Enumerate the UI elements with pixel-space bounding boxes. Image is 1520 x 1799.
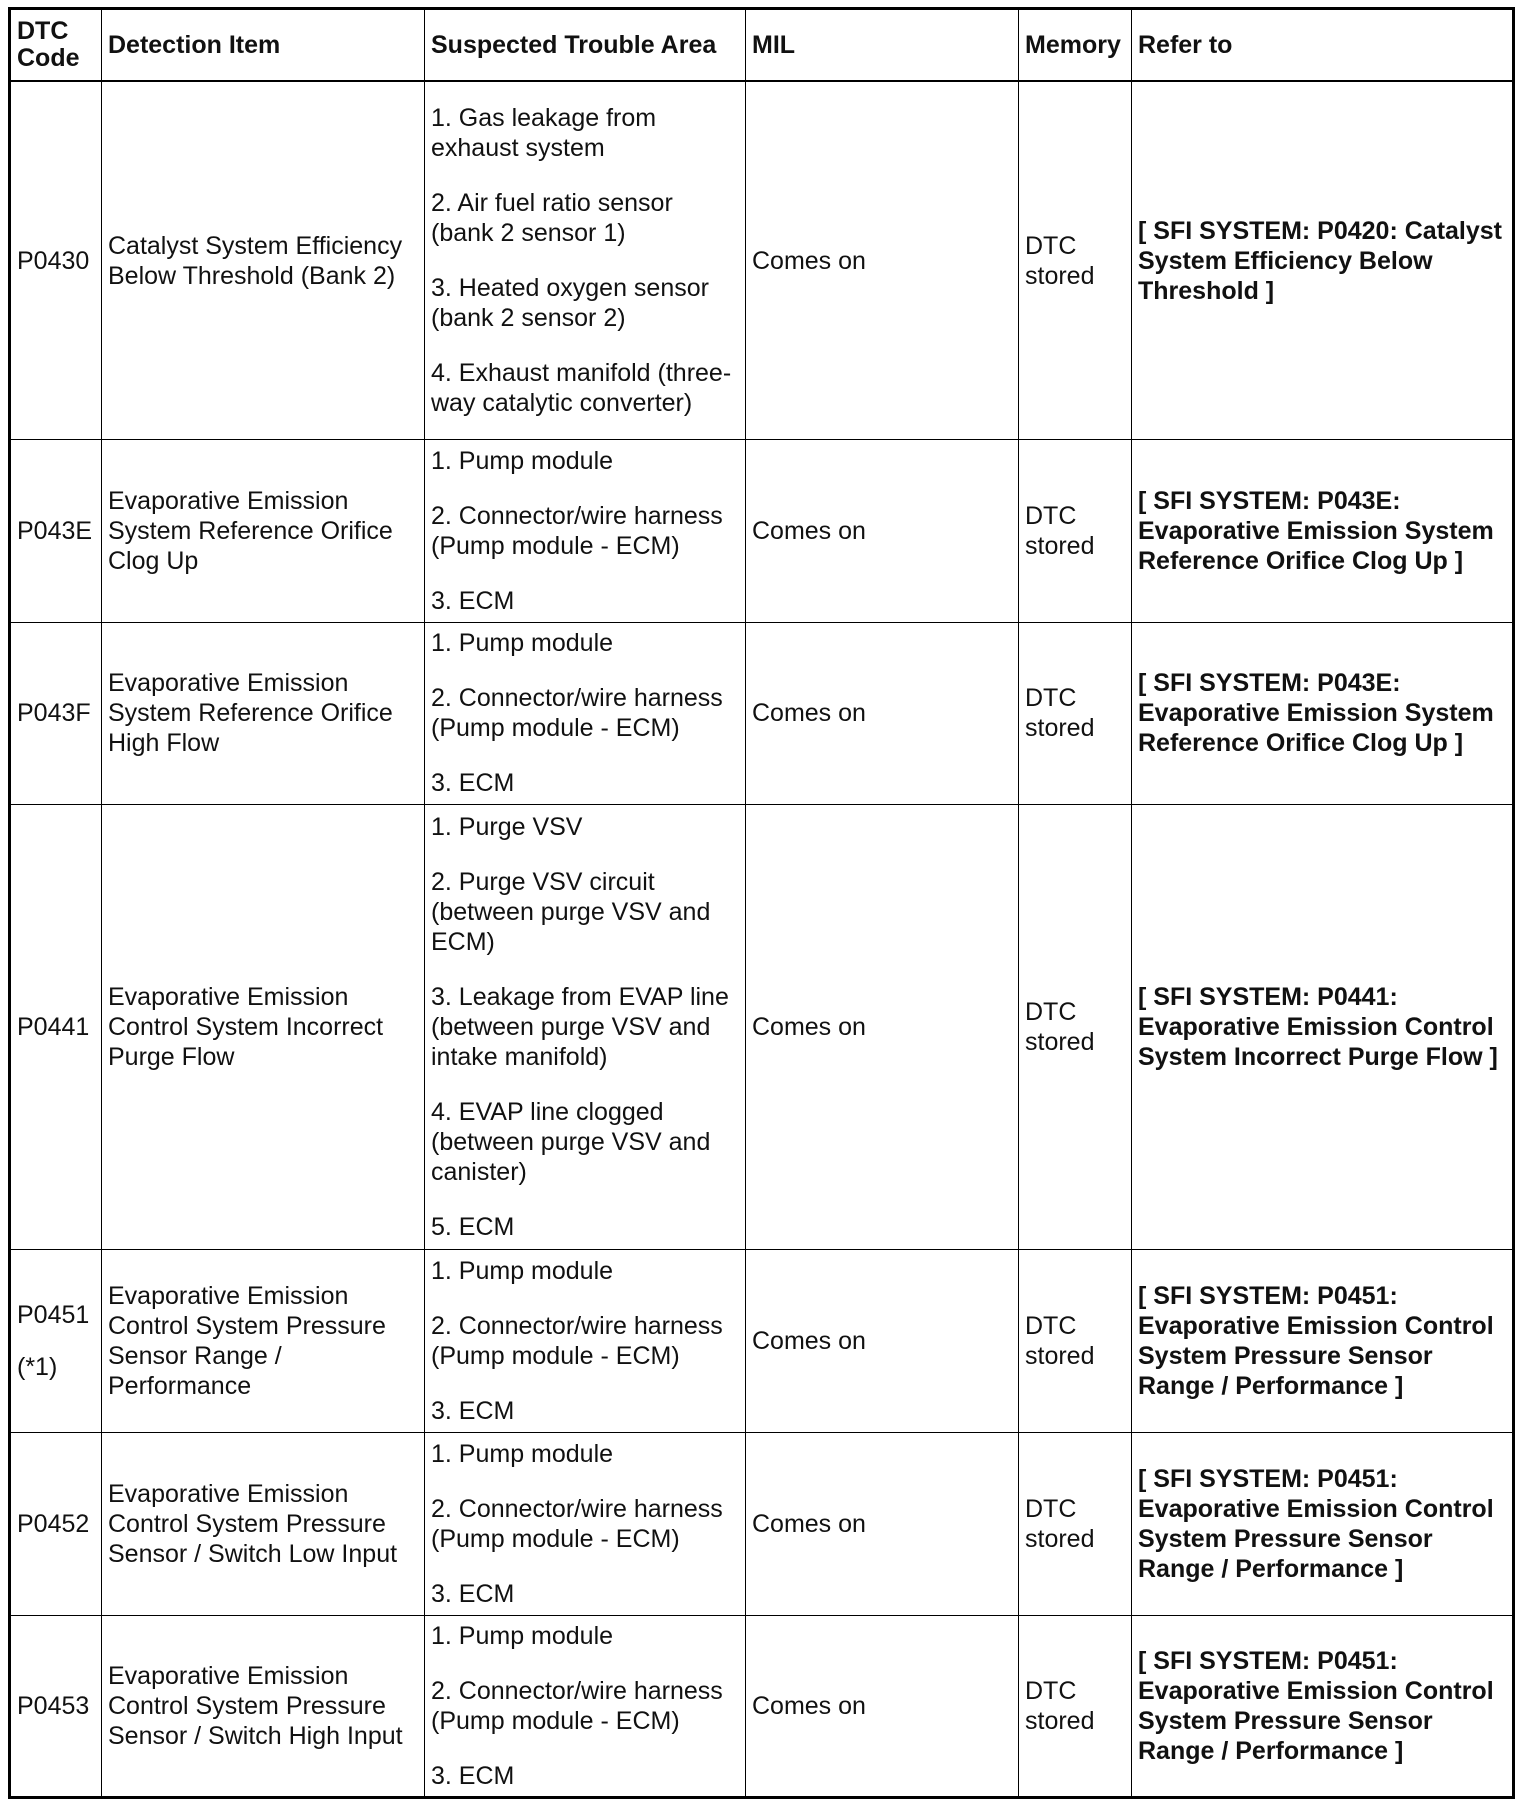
table-body [10, 81, 1514, 1798]
detection-item-cell: Evaporative Emission Control System Incorrect Purge Flow [102, 804, 425, 1249]
trouble-area-item: 3. ECM [431, 1579, 515, 1608]
header-refer-to: Refer to [1132, 9, 1514, 82]
table-row [10, 1433, 1514, 1615]
header-mil: MIL [746, 9, 1019, 82]
dtc-table [8, 7, 1515, 1799]
dtc-code: P0430 [17, 246, 90, 275]
trouble-area-item: 1. Pump module [431, 1439, 614, 1468]
trouble-area-item: 2. Air fuel ratio sensor (bank 2 sensor 1) [431, 189, 673, 248]
trouble-area-cell [425, 440, 746, 622]
dtc-code: P043F [17, 699, 91, 728]
trouble-area-cell [425, 1615, 746, 1797]
memory-cell: DTC stored [1019, 81, 1132, 440]
trouble-area-cell [425, 81, 746, 440]
dtc-code-cell [10, 1615, 102, 1797]
memory-cell: DTC stored [1019, 804, 1132, 1249]
trouble-area-item: 2. Connector/wire harness (Pump module - ECM) [431, 501, 723, 560]
table-row [10, 440, 1514, 622]
refer-to-link[interactable]: [ SFI SYSTEM: P0451: Evaporative Emission Control System Pressure Sensor Range / Performance ] [1132, 1615, 1514, 1797]
dtc-code: P0451 [17, 1301, 90, 1330]
refer-to-link[interactable]: [ SFI SYSTEM: P043E: Evaporative Emission System Reference Orifice Clog Up ] [1132, 440, 1514, 622]
dtc-code-cell [10, 622, 102, 804]
trouble-area-item: 3. Heated oxygen sensor (bank 2 sensor 2) [431, 274, 709, 333]
dtc-code-cell [10, 440, 102, 622]
table-row [10, 1249, 1514, 1432]
dtc-code: P0452 [17, 1509, 90, 1538]
detection-item-cell: Evaporative Emission System Reference Orifice Clog Up [102, 440, 425, 622]
header-row [10, 9, 1514, 82]
table-row [10, 622, 1514, 804]
trouble-area-item: 4. Exhaust manifold (three-way catalytic converter) [431, 359, 732, 418]
trouble-area-item: 3. ECM [431, 769, 515, 798]
table-row [10, 1615, 1514, 1797]
detection-item-cell: Evaporative Emission System Reference Orifice High Flow [102, 622, 425, 804]
trouble-area-item: 1. Purge VSV [431, 812, 583, 841]
trouble-area-item: 5. ECM [431, 1212, 515, 1241]
trouble-area-item: 2. Connector/wire harness (Pump module - ECM) [431, 1312, 723, 1371]
header-memory: Memory [1019, 9, 1132, 82]
table-header [10, 9, 1514, 82]
mil-cell: Comes on [746, 1615, 1019, 1797]
trouble-area-item: 1. Pump module [431, 629, 614, 658]
mil-cell: Comes on [746, 622, 1019, 804]
dtc-code: P043E [17, 516, 93, 545]
trouble-area-item: 1. Pump module [431, 446, 614, 475]
dtc-code: P0453 [17, 1691, 90, 1720]
detection-item-cell: Evaporative Emission Control System Pressure Sensor Range / Performance [102, 1249, 425, 1432]
mil-cell: Comes on [746, 81, 1019, 440]
mil-cell: Comes on [746, 1433, 1019, 1615]
refer-to-link[interactable]: [ SFI SYSTEM: P0420: Catalyst System Efficiency Below Threshold ] [1132, 81, 1514, 440]
memory-cell: DTC stored [1019, 1433, 1132, 1615]
trouble-area-cell [425, 804, 746, 1249]
trouble-area-item: 1. Gas leakage from exhaust system [431, 104, 657, 163]
dtc-code-cell [10, 1433, 102, 1615]
trouble-area-item: 2. Purge VSV circuit (between purge VSV and ECM) [431, 867, 711, 956]
mil-cell: Comes on [746, 1249, 1019, 1432]
dtc-footnote: (*1) [17, 1353, 58, 1382]
refer-to-link[interactable]: [ SFI SYSTEM: P0451: Evaporative Emission Control System Pressure Sensor Range / Performance ] [1132, 1433, 1514, 1615]
dtc-code-cell [10, 81, 102, 440]
trouble-area-item: 2. Connector/wire harness (Pump module - ECM) [431, 1494, 723, 1553]
trouble-area-cell [425, 1249, 746, 1432]
detection-item-cell: Evaporative Emission Control System Pressure Sensor / Switch High Input [102, 1615, 425, 1797]
trouble-area-cell [425, 1433, 746, 1615]
header-suspected-trouble-area: Suspected Trouble Area [425, 9, 746, 82]
trouble-area-item: 3. ECM [431, 1761, 515, 1790]
mil-cell: Comes on [746, 804, 1019, 1249]
header-dtc-code: DTC Code [10, 9, 102, 82]
trouble-area-item: 1. Pump module [431, 1257, 614, 1286]
memory-cell: DTC stored [1019, 440, 1132, 622]
table-row [10, 804, 1514, 1249]
trouble-area-cell [425, 622, 746, 804]
trouble-area-item: 3. ECM [431, 1397, 515, 1426]
table-row [10, 81, 1514, 440]
dtc-code: P0441 [17, 1012, 90, 1041]
mil-cell: Comes on [746, 440, 1019, 622]
refer-to-link[interactable]: [ SFI SYSTEM: P0441: Evaporative Emission Control System Incorrect Purge Flow ] [1132, 804, 1514, 1249]
detection-item-cell: Evaporative Emission Control System Pressure Sensor / Switch Low Input [102, 1433, 425, 1615]
trouble-area-item: 2. Connector/wire harness (Pump module - ECM) [431, 684, 723, 743]
memory-cell: DTC stored [1019, 1615, 1132, 1797]
detection-item-cell: Catalyst System Efficiency Below Threshold (Bank 2) [102, 81, 425, 440]
header-detection-item: Detection Item [102, 9, 425, 82]
trouble-area-item: 1. Pump module [431, 1621, 614, 1650]
trouble-area-item: 3. Leakage from EVAP line (between purge VSV and intake manifold) [431, 982, 729, 1071]
trouble-area-item: 2. Connector/wire harness (Pump module - ECM) [431, 1676, 723, 1735]
dtc-code-cell [10, 1249, 102, 1432]
memory-cell: DTC stored [1019, 622, 1132, 804]
trouble-area-item: 4. EVAP line clogged (between purge VSV and canister) [431, 1097, 711, 1186]
dtc-code-cell [10, 804, 102, 1249]
memory-cell: DTC stored [1019, 1249, 1132, 1432]
refer-to-link[interactable]: [ SFI SYSTEM: P0451: Evaporative Emission Control System Pressure Sensor Range / Performance ] [1132, 1249, 1514, 1432]
trouble-area-item: 3. ECM [431, 586, 515, 615]
refer-to-link[interactable]: [ SFI SYSTEM: P043E: Evaporative Emission System Reference Orifice Clog Up ] [1132, 622, 1514, 804]
